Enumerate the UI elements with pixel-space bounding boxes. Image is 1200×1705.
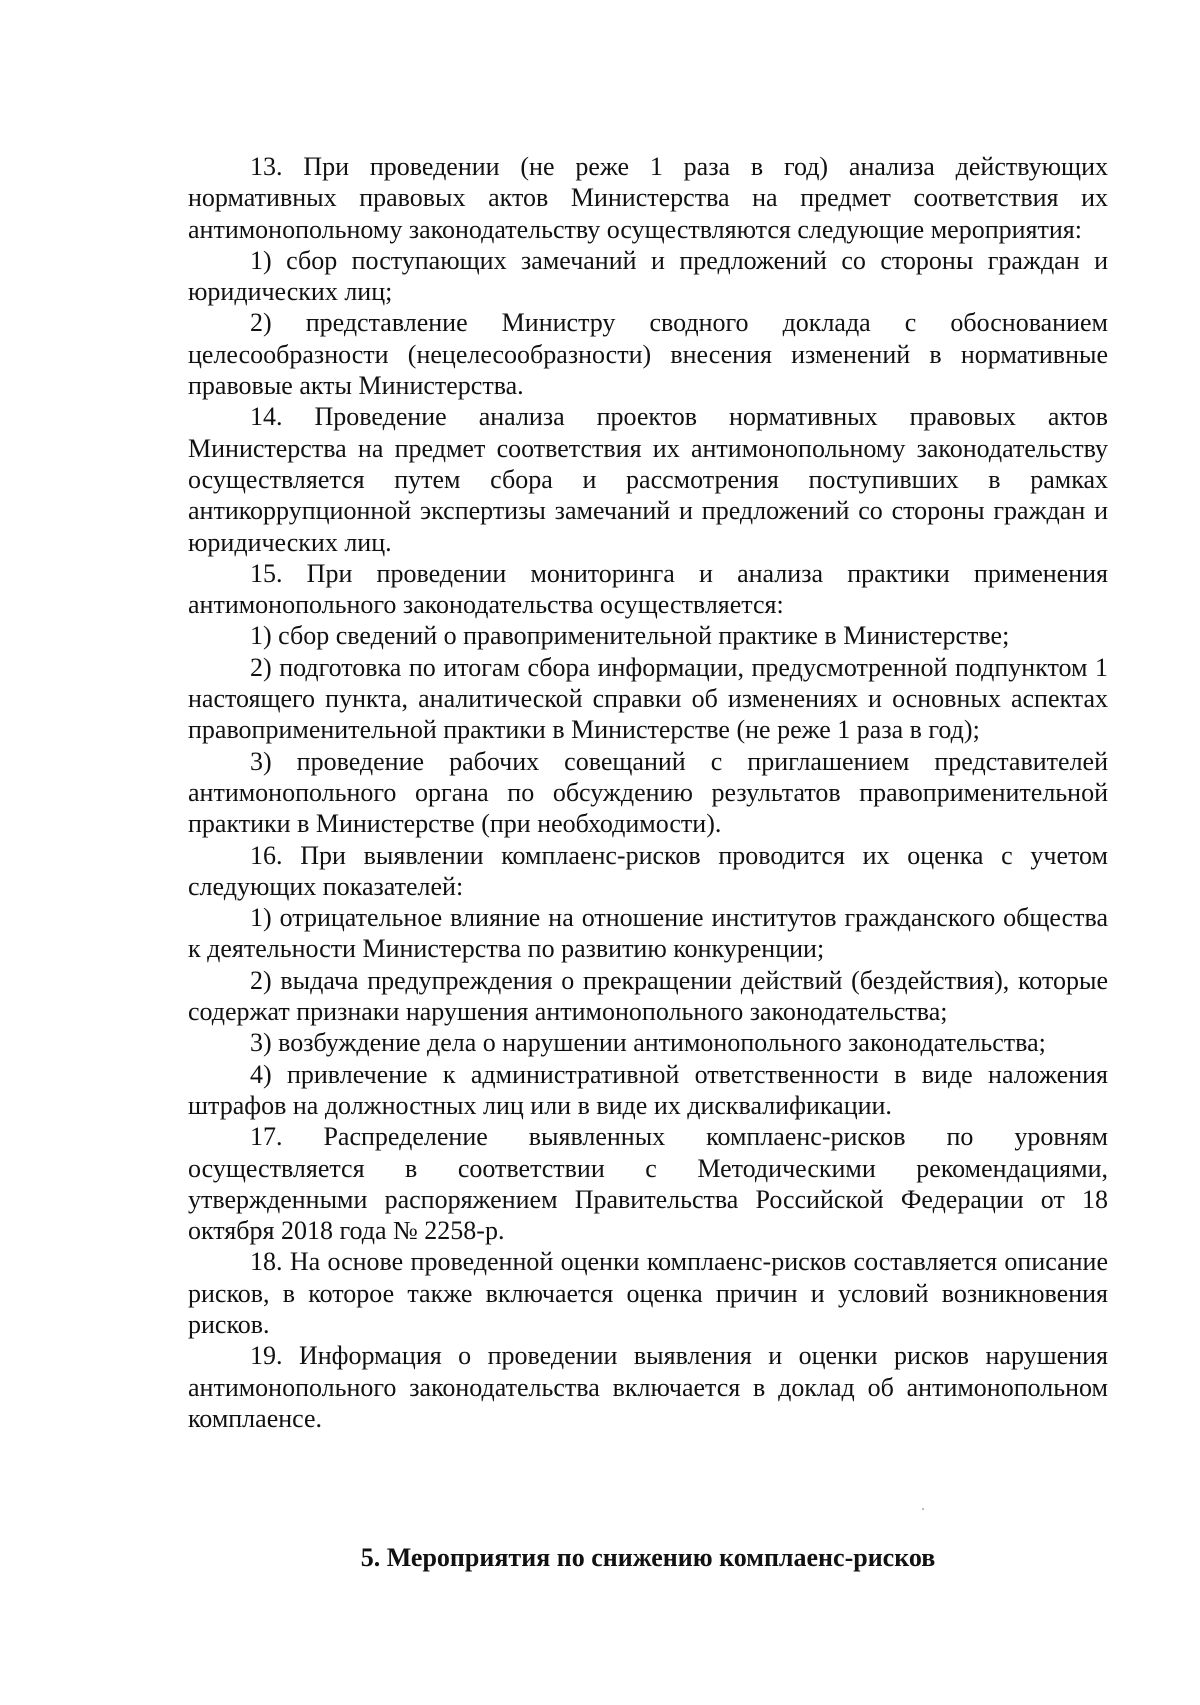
paragraph-18: 18. На основе проведенной оценки комплаенс-рисков составляется описание рисков, в которое также включается оценка причин и условий возникновения рисков. [188, 1247, 1108, 1339]
paragraph-19: 19. Информация о проведении выявления и оценки рисков нарушения антимонопольного законодательства включается в доклад об антимонопольном комплаенсе. [188, 1341, 1108, 1433]
paragraph-16-item-4: 4) привлечение к административной ответственности в виде наложения штрафов на должностных лиц или в виде их дисквалификации. [188, 1059, 1108, 1120]
paragraph-13: 13. При проведении (не реже 1 раза в год) анализа действующих нормативных правовых актов Министерства на предмет соответствия их антимонопольному законодательству осуществляются следующие мероприятия: [188, 152, 1108, 244]
paragraph-16: 16. При выявлении комплаенс-рисков проводится их оценка с учетом следующих показателей: [188, 840, 1108, 901]
scan-artifact [922, 1508, 924, 1510]
paragraph-17: 17. Распределение выявленных комплаенс-рисков по уровням осуществляется в соответствии с Методическими рекомендациями, утвержденными распоряжением Правительства Российской Федерации от 18 октября 2018 года № 2258-р. [188, 1122, 1108, 1246]
paragraph-15-item-2: 2) подготовка по итогам сбора информации, предусмотренной подпунктом 1 настоящего пункта, аналитической справки об изменениях и основных аспектах правоприменительной практики в Министерстве (не реже 1 раза в год); [188, 652, 1108, 745]
paragraph-15: 15. При проведении мониторинга и анализа практики применения антимонопольного законодательства осуществляется: [188, 558, 1108, 620]
paragraph-16-item-2: 2) выдача предупреждения о прекращении действий (бездействия), которые содержат признаки нарушения антимонопольного законодательства; [188, 965, 1108, 1027]
paragraph-16-item-3: 3) возбуждение дела о нарушении антимонопольного законодательства; [250, 1028, 1046, 1058]
paragraph-14: 14. Проведение анализа проектов нормативных правовых актов Министерства на предмет соответствия их антимонопольному законодательству осуществляется путем сбора и рассмотрения поступивших в рамках антикоррупционной экспертизы замечаний и предложений со стороны граждан и юридических лиц. [188, 402, 1108, 557]
paragraph-13-item-1: 1) сбор поступающих замечаний и предложений со стороны граждан и юридических лиц; [188, 245, 1108, 307]
paragraph-16-item-1: 1) отрицательное влияние на отношение институтов гражданского общества к деятельности Министерства по развитию конкуренции; [188, 903, 1108, 964]
section-heading: 5. Мероприятия по снижению комплаенс-рисков [360, 1543, 936, 1572]
document-body [188, 151, 1108, 1434]
paragraph-13-item-2: 2) представление Министру сводного доклада с обоснованием целесообразности (нецелесообразности) внесения изменений в нормативные правовые акты Министерства. [188, 308, 1108, 401]
paragraph-15-item-3: 3) проведение рабочих совещаний с приглашением представителей антимонопольного органа по обсуждению результатов правоприменительной практики в Министерстве (при необходимости). [188, 746, 1108, 839]
paragraph-15-item-1: 1) сбор сведений о правоприменительной практике в Министерстве; [250, 621, 1010, 651]
